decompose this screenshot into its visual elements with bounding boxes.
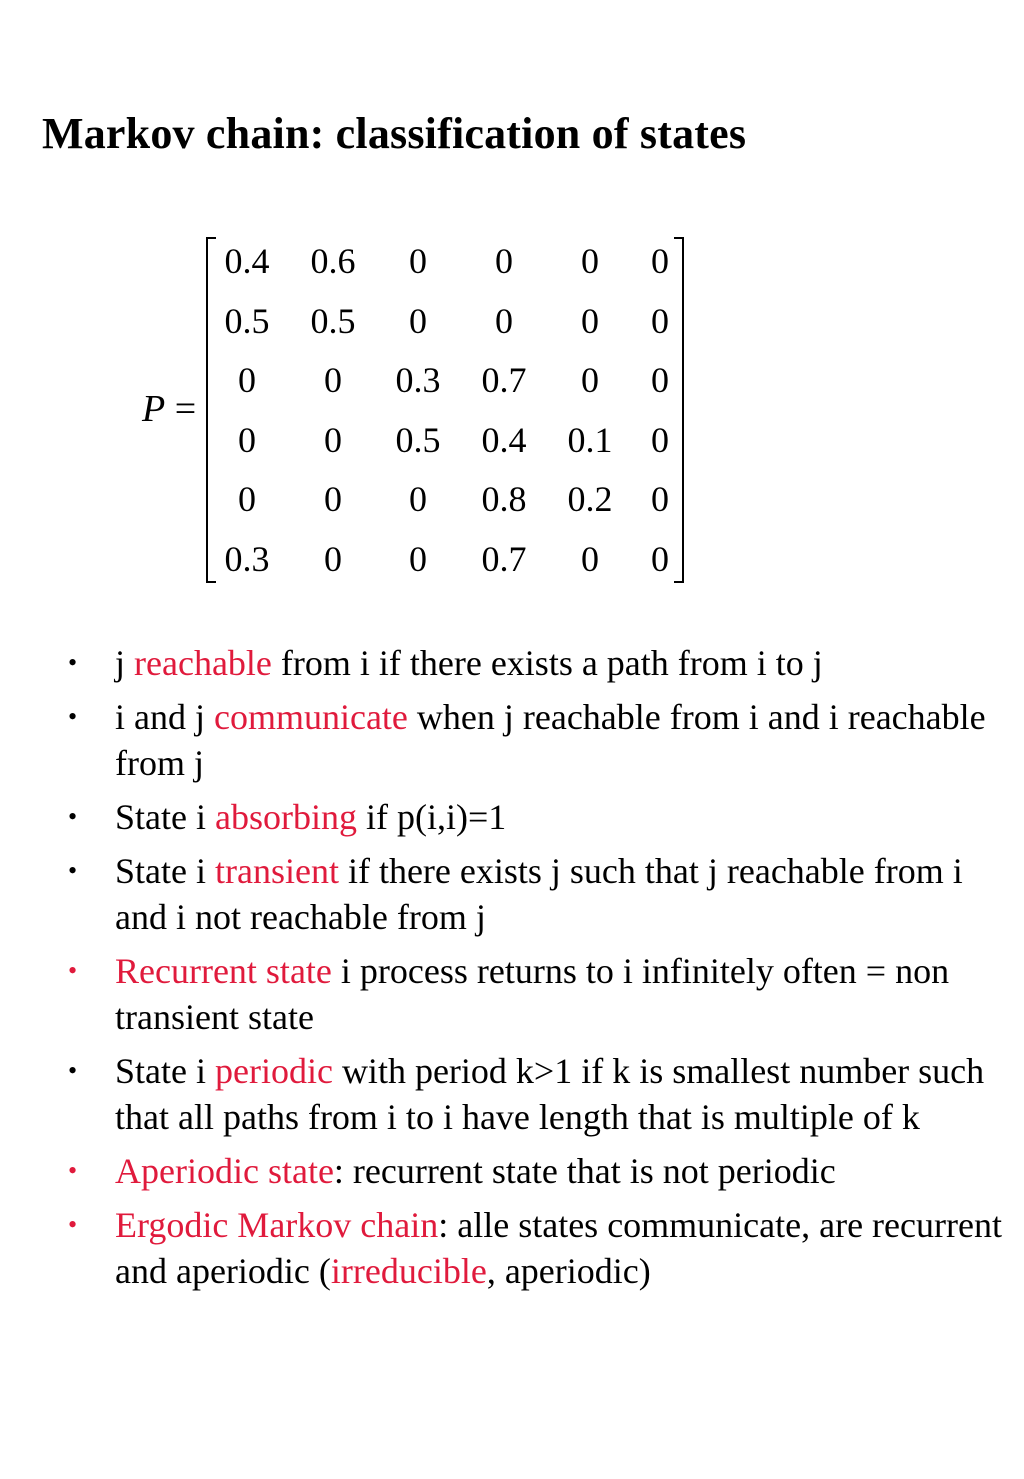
bullet-icon: • bbox=[68, 1056, 78, 1085]
matrix-cell: 0.3 bbox=[395, 360, 441, 400]
matrix-cell: 0.7 bbox=[481, 360, 527, 400]
highlighted-term: periodic bbox=[214, 1051, 333, 1091]
highlighted-term: reachable bbox=[134, 643, 272, 683]
matrix-cell: 0 bbox=[238, 419, 256, 460]
definition-text: , aperiodic) bbox=[486, 1251, 651, 1291]
definition-item bbox=[0, 794, 1024, 840]
matrix-cell: 0.5 bbox=[224, 300, 270, 341]
definition-text: State i bbox=[115, 797, 215, 837]
matrix-cell: 0 bbox=[581, 300, 599, 341]
matrix-cell: 0 bbox=[409, 241, 427, 281]
matrix-cell: 0 bbox=[651, 479, 669, 519]
definition-text: with period k>1 if k is smallest number such that all paths from i to i have length that is multiple of k bbox=[115, 1051, 985, 1137]
matrix-cell: 0.3 bbox=[224, 538, 270, 579]
bullet-icon: • bbox=[68, 1210, 78, 1239]
definition-text: i and j bbox=[115, 697, 214, 737]
transition-matrix bbox=[204, 237, 686, 585]
matrix-cell: 0 bbox=[324, 360, 342, 400]
highlighted-term: absorbing bbox=[214, 797, 357, 837]
matrix-cell: 0.6 bbox=[310, 241, 356, 281]
matrix-row bbox=[204, 476, 686, 522]
matrix-cell: 0 bbox=[651, 419, 669, 460]
matrix-row bbox=[204, 536, 686, 582]
matrix-cell: 0 bbox=[324, 538, 342, 579]
matrix-left-bracket bbox=[206, 237, 216, 583]
matrix-cell: 0 bbox=[651, 241, 669, 281]
definition-text: State i bbox=[115, 851, 215, 891]
definition-text: j bbox=[115, 643, 135, 683]
matrix-right-bracket bbox=[674, 237, 684, 583]
matrix-cell: 0 bbox=[495, 300, 513, 341]
matrix-cell: 0 bbox=[581, 360, 599, 400]
definition-text: State i bbox=[115, 1051, 215, 1091]
definition-text: if p(i,i)=1 bbox=[356, 797, 507, 837]
bullet-icon: • bbox=[68, 1156, 78, 1185]
matrix-cell: 0 bbox=[581, 241, 599, 281]
definition-item bbox=[0, 1202, 1024, 1294]
definition-item bbox=[0, 848, 1024, 940]
matrix-variable: P bbox=[142, 388, 166, 430]
definition-text: when j reachable from i and i reachable from j bbox=[115, 697, 986, 783]
definition-text: if there exists j such that j reachable from i and i not reachable from j bbox=[115, 851, 963, 937]
matrix-cell: 0.5 bbox=[395, 419, 441, 460]
matrix-cell: 0.7 bbox=[481, 538, 527, 579]
highlighted-term: transient bbox=[214, 851, 339, 891]
highlighted-term: Aperiodic state bbox=[115, 1151, 334, 1191]
matrix-cell: 0 bbox=[238, 479, 256, 519]
definition-item bbox=[0, 640, 1024, 686]
matrix-row bbox=[204, 417, 686, 463]
definition-item bbox=[0, 694, 1024, 786]
matrix-cell: 0.4 bbox=[481, 419, 527, 460]
matrix-cell: 0 bbox=[651, 538, 669, 579]
matrix-cell: 0.1 bbox=[567, 419, 613, 460]
slide-title: Markov chain: classification of states bbox=[42, 109, 747, 158]
matrix-cell: 0 bbox=[495, 241, 513, 281]
matrix-cell: 0 bbox=[651, 300, 669, 341]
bullet-icon: • bbox=[68, 802, 78, 831]
highlighted-term: Recurrent state bbox=[115, 951, 332, 991]
matrix-cell: 0.2 bbox=[567, 479, 613, 519]
definitions-list bbox=[0, 640, 1024, 1302]
matrix-cell: 0 bbox=[324, 419, 342, 460]
matrix-row bbox=[204, 357, 686, 403]
matrix-cell: 0 bbox=[409, 538, 427, 579]
definition-item bbox=[0, 948, 1024, 1040]
definition-item bbox=[0, 1148, 1024, 1194]
matrix-row bbox=[204, 298, 686, 344]
highlighted-term: irreducible bbox=[330, 1251, 487, 1291]
bullet-icon: • bbox=[68, 956, 78, 985]
matrix-cell: 0 bbox=[409, 300, 427, 341]
highlighted-term: communicate bbox=[213, 697, 408, 737]
bullet-icon: • bbox=[68, 648, 78, 677]
matrix-label bbox=[142, 386, 196, 432]
matrix-cell: 0 bbox=[324, 479, 342, 519]
definition-text: : recurrent state that is not periodic bbox=[333, 1151, 836, 1191]
matrix-cell: 0.8 bbox=[481, 479, 527, 519]
definition-item bbox=[0, 1048, 1024, 1140]
matrix-row bbox=[204, 238, 686, 284]
matrix-cell: 0 bbox=[581, 538, 599, 579]
bullet-icon: • bbox=[68, 856, 78, 885]
bullet-icon: • bbox=[68, 702, 78, 731]
matrix-cell: 0.4 bbox=[224, 241, 270, 281]
matrix-cell: 0.5 bbox=[310, 300, 356, 341]
definition-text: from i if there exists a path from i to j bbox=[271, 643, 823, 683]
matrix-cell: 0 bbox=[238, 360, 256, 400]
highlighted-term: Ergodic Markov chain bbox=[115, 1205, 439, 1245]
matrix-equals: = bbox=[165, 388, 197, 430]
definition-text: i process returns to i infinitely often = non transient state bbox=[115, 951, 950, 1037]
matrix-cell: 0 bbox=[409, 479, 427, 519]
definition-text: : alle states communicate, are recurrent and aperiodic ( bbox=[115, 1205, 1002, 1291]
matrix-cell: 0 bbox=[651, 360, 669, 400]
